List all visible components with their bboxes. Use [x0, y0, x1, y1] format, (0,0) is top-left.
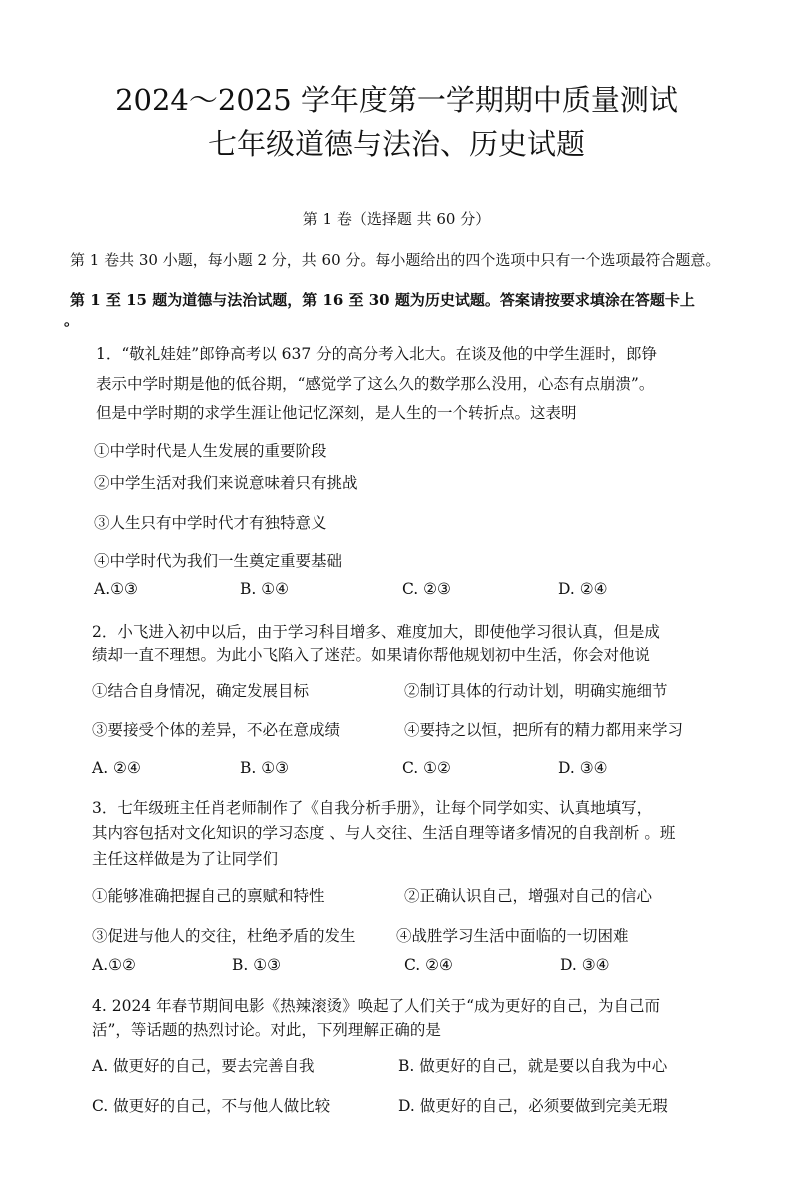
exam-title: 2024～2025 学年度第一学期期中质量测试 — [115, 83, 678, 117]
statement-option: ④要持之以恒，把所有的精力都用来学习 — [404, 721, 684, 739]
answer-choice-c: C. 做更好的自己，不与他人做比较 — [92, 1097, 331, 1115]
statement-option: ②制订具体的行动计划，明确实施细节 — [404, 682, 668, 700]
answer-choice-c: C. ②③ — [402, 580, 451, 598]
answer-choice-b: B. ①④ — [240, 580, 290, 598]
question-stem: 2．小飞进入初中以后，由于学习科目增多、难度加大，即使他学习很认真，但是成 — [92, 623, 660, 641]
question-stem: 其内容包括对文化知识的学习态度 、与人交往、生活自理等诸多情况的自我剖析 。班 — [92, 824, 676, 842]
statement-option: ①中学时代是人生发展的重要阶段 — [94, 442, 327, 460]
instruction-line-bold: 第 1 至 15 题为道德与法治试题，第 16 至 30 题为历史试题。答案请按要求填涂在答题卡上 — [70, 291, 695, 309]
statement-option: ③人生只有中学时代才有独特意义 — [94, 514, 327, 532]
question-stem: 表示中学时期是他的低谷期，“感觉学了这么久的数学那么没用，心态有点崩溃”。 — [96, 375, 655, 393]
question-stem: 4. 2024 年春节期间电影《热辣滚烫》唤起了人们关于“成为更好的自己，为自己而 — [92, 997, 661, 1015]
statement-option: ①能够准确把握自己的禀赋和特性 — [92, 887, 325, 905]
statement-option: ②中学生活对我们来说意味着只有挑战 — [94, 474, 358, 492]
question-stem: 3．七年级班主任肖老师制作了《自我分析手册》，让每个同学如实、认真地填写， — [92, 799, 653, 817]
question-stem: 绩却一直不理想。为此小飞陷入了迷茫。如果请你帮他规划初中生活，你会对他说 — [92, 646, 651, 664]
statement-option: ④战胜学习生活中面临的一切困难 — [396, 927, 629, 945]
answer-choice-b: B. ①③ — [240, 759, 290, 777]
statement-option: ①结合自身情况，确定发展目标 — [92, 682, 310, 700]
answer-choice-a: A.①③ — [94, 580, 138, 598]
answer-choice-c: C. ①② — [402, 759, 451, 777]
answer-choice-a: A. 做更好的自己，要去完善自我 — [92, 1057, 315, 1075]
question-stem: 主任这样做是为了让同学们 — [92, 850, 279, 868]
question-stem: 1．“敬礼娃娃”郎铮高考以 637 分的高分考入北大。在谈及他的中学生涯时，郎铮 — [96, 345, 658, 363]
section-heading: 第 1 卷（选择题 共 60 分） — [302, 210, 491, 228]
answer-choice-d: D. ②④ — [558, 580, 608, 598]
answer-choice-b: B. 做更好的自己，就是要以自我为中心 — [398, 1057, 668, 1075]
answer-choice-d: D. ③④ — [560, 956, 610, 974]
answer-choice-a: A. ②④ — [92, 759, 141, 777]
statement-option: ④中学时代为我们一生奠定重要基础 — [94, 552, 343, 570]
answer-choice-d: D. ③④ — [558, 759, 608, 777]
answer-choice-a: A.①② — [92, 956, 136, 974]
answer-choice-d: D. 做更好的自己，必须要做到完美无瑕 — [398, 1097, 668, 1115]
exam-subtitle: 七年级道德与法治、历史试题 — [207, 127, 585, 161]
answer-choice-c: C. ②④ — [404, 956, 453, 974]
answer-choice-b: B. ①③ — [232, 956, 282, 974]
instruction-line-end: 。 — [64, 311, 80, 329]
instruction-line: 第 1 卷共 30 小题，每小题 2 分，共 60 分。每小题给出的四个选项中只有一个选项最符合题意。 — [70, 251, 721, 269]
question-stem: 但是中学时期的求学生涯让他记忆深刻，是人生的一个转折点。这表明 — [96, 404, 577, 422]
statement-option: ③要接受个体的差异，不必在意成绩 — [92, 721, 341, 739]
statement-option: ②正确认识自己，增强对自己的信心 — [404, 887, 653, 905]
question-stem: 活”，等话题的热烈讨论。对此，下列理解正确的是 — [92, 1021, 441, 1039]
statement-option: ③促进与他人的交往，杜绝矛盾的发生 — [92, 927, 356, 945]
